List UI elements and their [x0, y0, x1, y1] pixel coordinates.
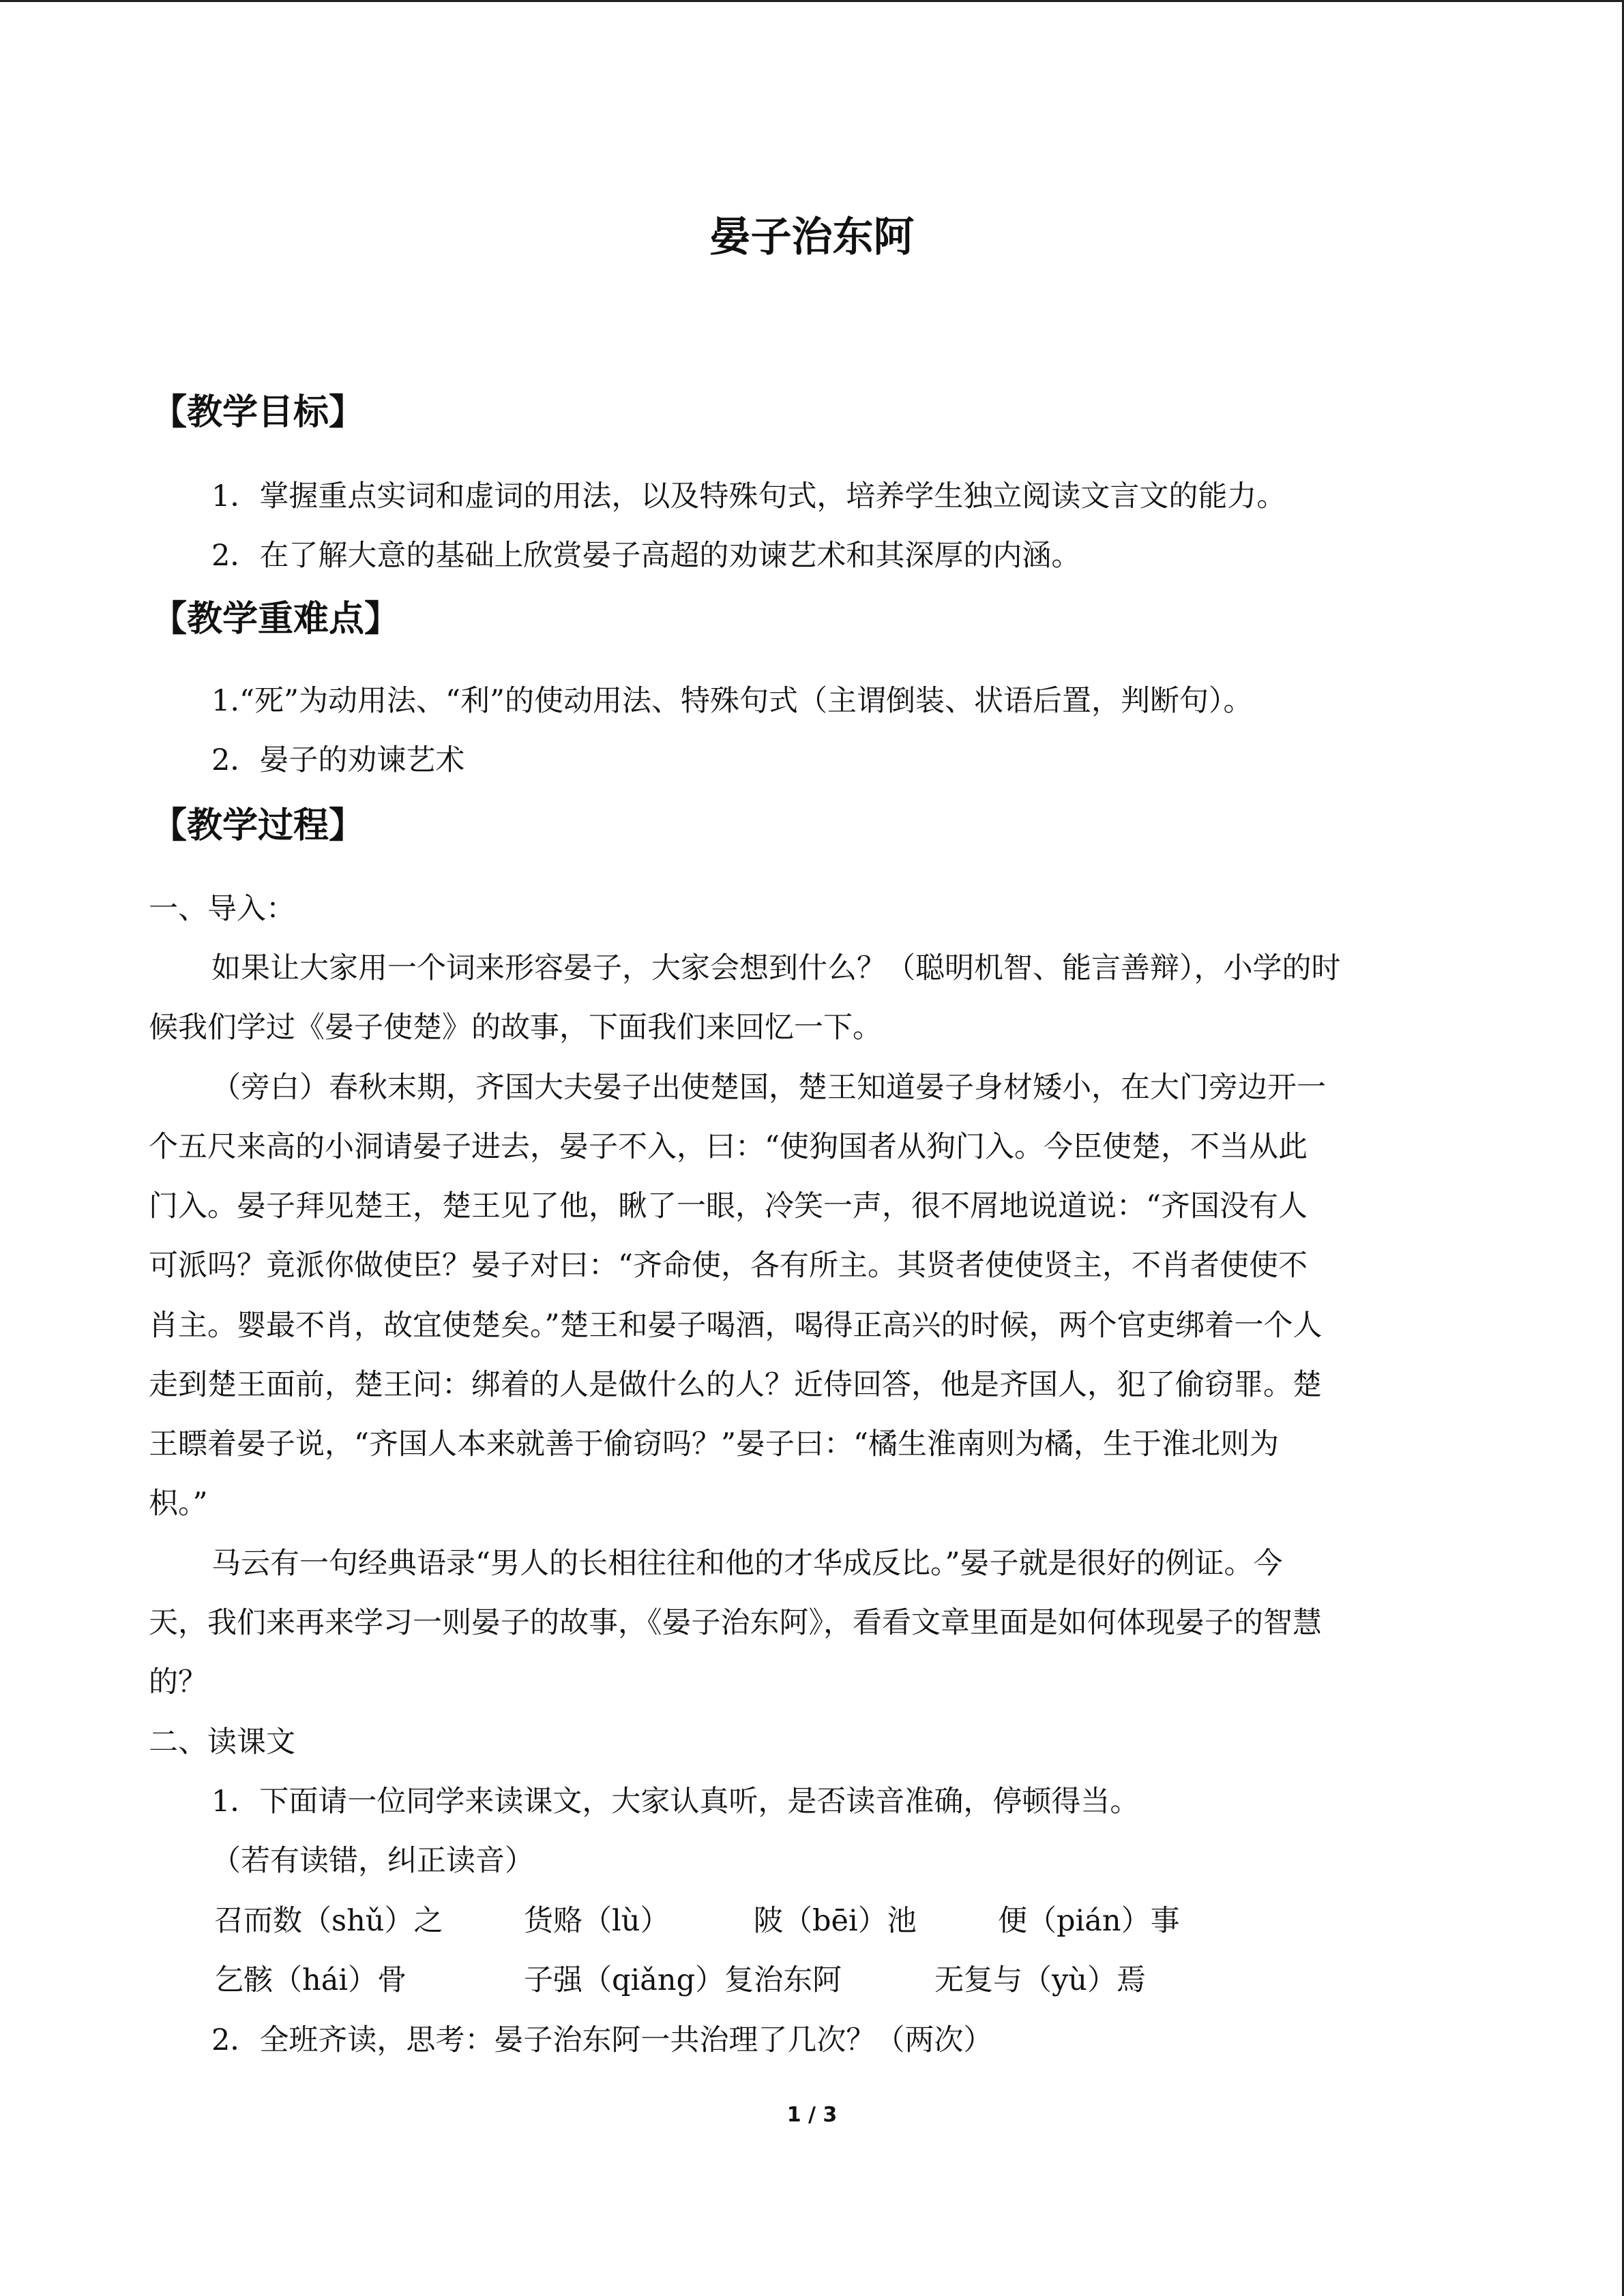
intro-para3-line3: 的？ — [149, 1665, 207, 1699]
top-border — [0, 0, 1624, 2]
page-title: 晏子治东阿 — [709, 213, 915, 261]
intro-para2-line7: 王瞟着晏子说，“齐国人本来就善于偷窃吗？”晏子曰：“橘生淮南则为橘，生于淮北则为 — [149, 1427, 1279, 1461]
intro-para2-line6: 走到楚王面前，楚王问：绑着的人是做什么的人？近侍回答，他是齐国人，犯了偷窃罪。楚 — [149, 1368, 1322, 1402]
reading-step-1-note: （若有读错，纠正读音） — [211, 1844, 534, 1878]
objective-item-2: 2．在了解大意的基础上欣赏晏子高超的劝谏艺术和其深厚的内涵。 — [211, 539, 1081, 573]
vocab-item: 便（pián）事 — [998, 1904, 1180, 1938]
intro-para3-line2: 天，我们来再来学习一则晏子的故事，《晏子治东阿》，看看文章里面是如何体现晏子的智慧 — [149, 1606, 1322, 1640]
heading-key-points: 【教学重难点】 — [151, 599, 400, 640]
intro-para1-line2: 候我们学过《晏子使楚》的故事，下面我们来回忆一下。 — [149, 1011, 882, 1045]
intro-para2-line1: （旁白）春秋末期，齐国大夫晏子出使楚国，楚王知道晏子身材矮小，在大门旁边开一 — [211, 1071, 1326, 1105]
objective-item-1: 1．掌握重点实词和虚词的用法，以及特殊句式，培养学生独立阅读文言文的能力。 — [211, 479, 1286, 513]
part1-label: 一、导入： — [149, 892, 295, 926]
vocab-item: 召而数（shǔ）之 — [214, 1904, 443, 1938]
part2-label: 二、读课文 — [149, 1725, 295, 1759]
intro-para2-line5: 肖主。婴最不肖，故宜使楚矣。”楚王和晏子喝酒，喝得正高兴的时候，两个官吏绑着一个人 — [149, 1309, 1323, 1343]
intro-para2-line8: 枳。” — [149, 1487, 208, 1521]
heading-objectives: 【教学目标】 — [151, 392, 365, 433]
vocab-item: 子强（qiǎng）复治东阿 — [524, 1963, 842, 1997]
page-number: 1 / 3 — [786, 2103, 838, 2127]
intro-para2-line2: 个五尺来高的小洞请晏子进去，晏子不入，曰：“使狗国者从狗门入。今臣使楚，不当从此 — [149, 1130, 1308, 1164]
vocab-item: 陂（bēi）池 — [754, 1904, 917, 1938]
intro-para2-line4: 可派吗？竟派你做使臣？晏子对曰：“齐命使，各有所主。其贤者使使贤主，不肖者使使不 — [149, 1249, 1308, 1283]
intro-para1-line1: 如果让大家用一个词来形容晏子，大家会想到什么？（聪明机智、能言善辩），小学的时 — [211, 951, 1341, 985]
vocab-item: 货赂（lù） — [524, 1904, 670, 1938]
key-point-item-2: 2．晏子的劝谏艺术 — [211, 743, 465, 777]
vocab-item: 无复与（yù）焉 — [934, 1963, 1146, 1997]
intro-para3-line1: 马云有一句经典语录“男人的长相往往和他的才华成反比。”晏子就是很好的例证。今 — [211, 1547, 1283, 1581]
intro-para2-line3: 门入。晏子拜见楚王，楚王见了他，瞅了一眼，冷笑一声，很不屑地说道说：“齐国没有人 — [149, 1189, 1308, 1223]
heading-process: 【教学过程】 — [151, 805, 365, 846]
key-point-item-1: 1.“死”为动用法、“利”的使动用法、特殊句式（主谓倒装、状语后置，判断句）。 — [211, 684, 1253, 718]
reading-step-1: 1．下面请一位同学来读课文，大家认真听，是否读音准确，停顿得当。 — [211, 1785, 1140, 1819]
reading-step-2: 2．全班齐读，思考：晏子治东阿一共治理了几次？（两次） — [211, 2023, 993, 2057]
vocab-item: 乞骸（hái）骨 — [214, 1963, 407, 1997]
